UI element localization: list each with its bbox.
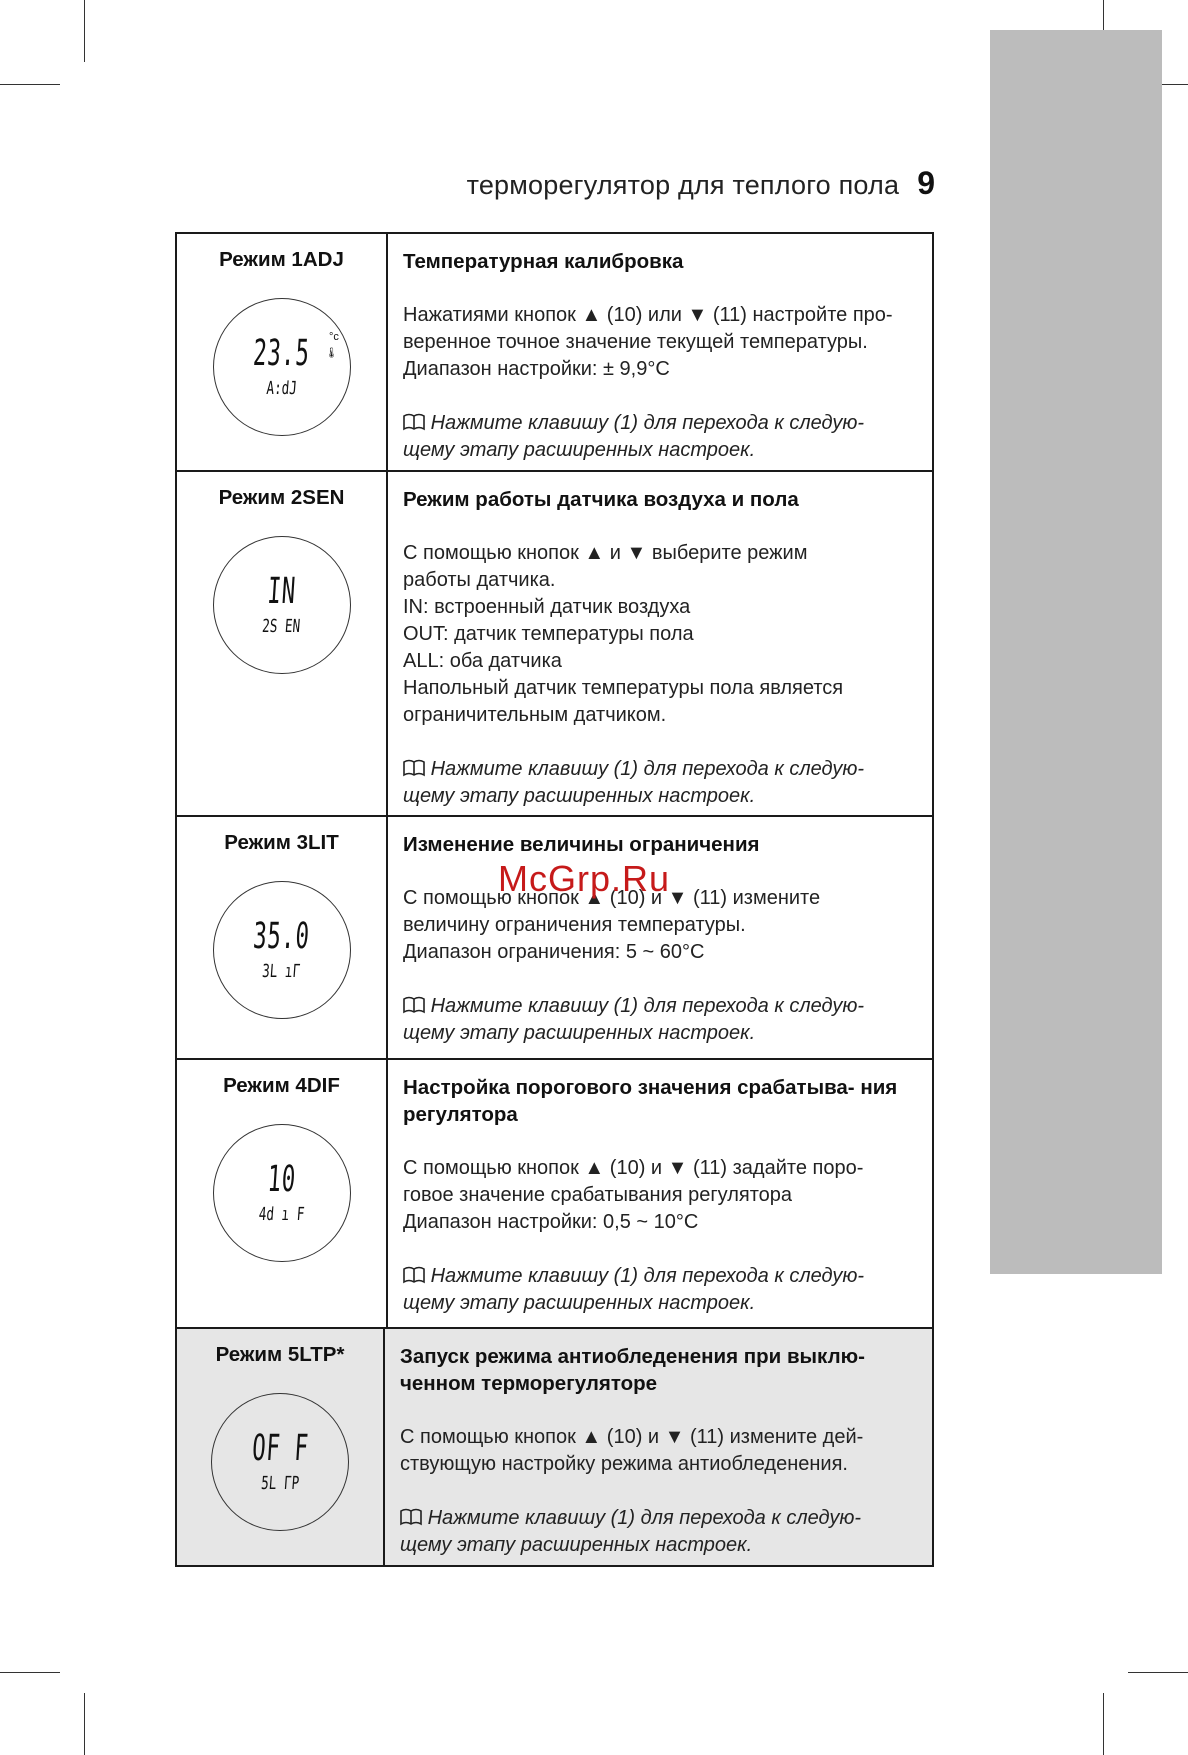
lcd-sub-value: 3L ıΓ (261, 961, 302, 982)
note-line: Нажмите клавишу (1) для перехода к следую- (430, 995, 865, 1017)
row-line: Диапазон настройки: 0,5 ~ 10°C (403, 1211, 699, 1233)
lcd-sub-value: 4d ı F (258, 1204, 306, 1225)
row-line: Диапазон ограничения: 5 ~ 60°C (403, 941, 705, 963)
row-line: Напольный датчик температуры пола является (403, 677, 844, 699)
row-title: Режим работы датчика воздуха и пола (403, 488, 799, 511)
book-icon (403, 996, 425, 1014)
row-title: Запуск режима антиобледенения при выклю- ченном терморегуляторе (400, 1345, 865, 1395)
description-cell (388, 234, 932, 470)
lcd-display (213, 536, 351, 674)
mode-label: Режим 3LIT (224, 831, 339, 854)
row-line: работы датчика. (403, 569, 556, 591)
mode-label: Режим 2SEN (218, 486, 345, 509)
mode-cell (177, 1329, 385, 1565)
mode-label: Режим 5LTP* (215, 1343, 345, 1366)
table-row (177, 234, 932, 470)
note-line: Нажмите клавишу (1) для перехода к следую- (430, 1265, 865, 1287)
lcd-unit: °c (328, 331, 339, 343)
page-number: 9 (917, 165, 935, 201)
row-title: Температурная калибровка (403, 250, 684, 273)
description-cell (388, 472, 932, 815)
page-title: терморегулятор для теплого пола (466, 170, 900, 200)
watermark: McGrp.Ru (498, 858, 671, 899)
lcd-main-value: IN (266, 571, 297, 612)
row-title: Настройка порогового значения срабатыва- ния регулятора (403, 1076, 898, 1126)
row-line: С помощью кнопок ▲ (10) и ▼ (11) задайте поро- (403, 1157, 864, 1179)
row-line: С помощью кнопок ▲ (10) и ▼ (11) измените (403, 887, 821, 909)
lcd-main-value: OF F (250, 1428, 310, 1469)
note-line: щему этапу расширенных настроек. (403, 1022, 756, 1044)
row-note (400, 1505, 920, 1559)
row-line: говое значение срабатывания регулятора (403, 1184, 793, 1206)
side-tab (990, 30, 1162, 1274)
crop-mark (0, 84, 60, 85)
row-line: веренное точное значение текущей температуры. (403, 331, 868, 353)
thermometer-icon: 🌡 (325, 348, 338, 359)
mode-label: Режим 4DIF (223, 1074, 340, 1097)
description-cell (385, 1329, 932, 1565)
note-line: Нажмите клавишу (1) для перехода к следую- (430, 412, 865, 434)
row-note (403, 410, 920, 464)
table-row (177, 470, 932, 815)
note-line: щему этапу расширенных настроек. (403, 439, 756, 461)
note-line: щему этапу расширенных настроек. (403, 1292, 756, 1314)
row-line: Нажатиями кнопок ▲ (10) или ▼ (11) настройте про- (403, 304, 893, 326)
row-line: ствующую настройку режима антиобледенения. (400, 1453, 848, 1475)
description-cell (388, 1060, 932, 1327)
row-title: Изменение величины ограничения (403, 833, 760, 856)
book-icon (403, 1266, 425, 1284)
row-note (403, 993, 920, 1047)
lcd-display (211, 1393, 349, 1531)
row-line: Диапазон настройки: ± 9,9°C (403, 358, 670, 380)
lcd-sub-value: A:dJ (265, 378, 298, 399)
row-line: IN: встроенный датчик воздуха (403, 596, 691, 618)
row-line: OUT: датчик температуры пола (403, 623, 694, 645)
table-row (177, 815, 932, 1058)
row-line: С помощью кнопок ▲ (10) и ▼ (11) измените дей- (400, 1426, 864, 1448)
lcd-sub-value: 5L ΓP (260, 1473, 300, 1494)
lcd-display (213, 298, 351, 436)
lcd-main-value: 10 (266, 1159, 297, 1200)
lcd-display (213, 1124, 351, 1262)
row-line: величину ограничения температуры. (403, 914, 746, 936)
lcd-sub-value: 2S EN (261, 616, 302, 637)
description-cell (388, 817, 932, 1058)
note-line: Нажмите клавишу (1) для перехода к следую- (430, 758, 865, 780)
row-line: С помощью кнопок ▲ и ▼ выберите режим (403, 542, 808, 564)
mode-cell (177, 472, 388, 815)
lcd-main-value: 35.0 (252, 916, 311, 957)
page-header (467, 165, 935, 202)
table-row (177, 1058, 932, 1327)
row-line: ALL: оба датчика (403, 650, 562, 672)
table-row (177, 1327, 932, 1565)
crop-mark (1103, 1693, 1104, 1755)
mode-label: Режим 1ADJ (219, 248, 344, 271)
mode-cell (177, 817, 388, 1058)
crop-mark (0, 1672, 60, 1673)
crop-mark (84, 0, 85, 62)
note-line: Нажмите клавишу (1) для перехода к следую- (427, 1507, 862, 1529)
mode-cell (177, 1060, 388, 1327)
row-line: ограничительным датчиком. (403, 704, 667, 726)
lcd-display (213, 881, 351, 1019)
book-icon (400, 1508, 422, 1526)
book-icon (403, 413, 425, 431)
book-icon (403, 759, 425, 777)
row-note (403, 756, 920, 810)
lcd-main-value: 23.5 (252, 333, 311, 374)
crop-mark (1128, 1672, 1188, 1673)
note-line: щему этапу расширенных настроек. (403, 785, 756, 807)
note-line: щему этапу расширенных настроек. (400, 1534, 753, 1556)
crop-mark (84, 1693, 85, 1755)
mode-cell (177, 234, 388, 470)
row-note (403, 1263, 920, 1317)
